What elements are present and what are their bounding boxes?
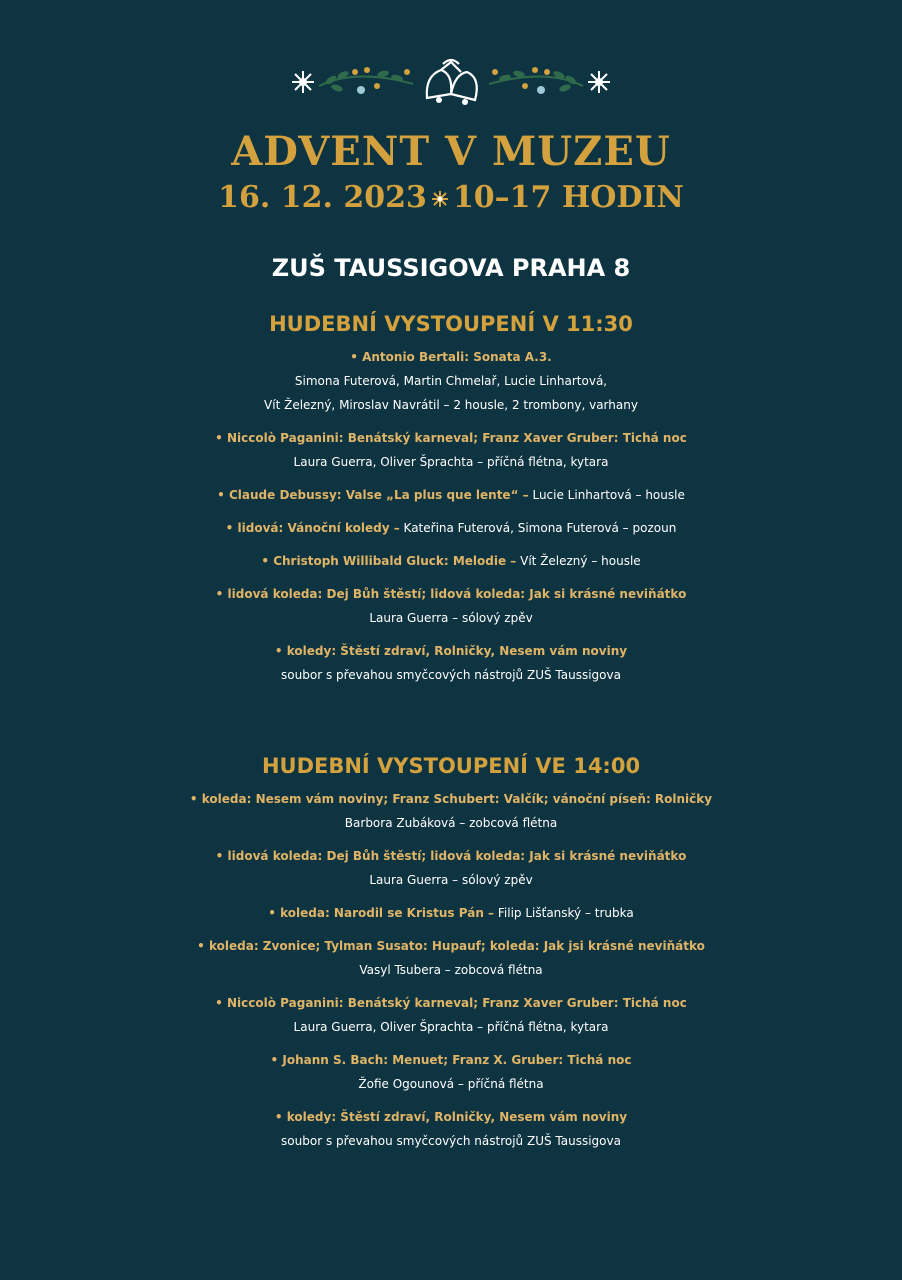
performers-line: soubor s převahou smyčcových nástrojů ZUŠ Taussigova	[281, 1134, 621, 1148]
christmas-bells-ornament-icon	[285, 58, 617, 110]
program-item	[0, 516, 902, 540]
bullet-dot: •	[274, 1110, 287, 1124]
work-title: Antonio Bertali: Sonata A.3.	[362, 350, 552, 364]
program-item	[0, 426, 902, 474]
work-title: koledy: Štěstí zdraví, Rolničky, Nesem vám noviny	[286, 1110, 628, 1124]
performers-line: Vasyl Tsubera – zobcová flétna	[359, 963, 543, 977]
program-item	[0, 787, 902, 835]
bullet-dot: •	[215, 431, 228, 445]
bullet-dot: •	[215, 849, 228, 863]
event-title: ADVENT V MUZEU	[231, 128, 671, 175]
performers: Kateřina Futerová, Simona Futerová – pozoun	[403, 521, 677, 535]
section-heading: HUDEBNÍ VYSTOUPENÍ V 11:30	[269, 312, 633, 336]
program-item	[0, 549, 902, 573]
performers-line: Laura Guerra – sólový zpěv	[369, 873, 533, 887]
program-item	[0, 991, 902, 1039]
program-list	[0, 787, 902, 1153]
work-title: Niccolò Paganini: Benátský karneval; Franz Xaver Gruber: Tichá noc	[227, 996, 687, 1010]
work-title: koleda: Narodil se Kristus Pán –	[280, 906, 495, 920]
program-item	[0, 934, 902, 982]
bullet-dot: •	[217, 488, 229, 502]
work-title: Johann S. Bach: Menuet; Franz X. Gruber: Tichá noc	[282, 1053, 632, 1067]
performers-line: Vít Železný, Miroslav Navrátil – 2 housle, 2 trombony, varhany	[264, 398, 638, 412]
event-date: 16. 12. 2023	[218, 180, 427, 215]
performance-section-1400	[0, 754, 902, 1153]
program-item	[0, 483, 902, 507]
work-title: lidová koleda: Dej Bůh štěstí; lidová koleda: Jak si krásné neviňátko	[227, 849, 687, 863]
bullet-dot: •	[270, 1053, 283, 1067]
program-work-line	[0, 516, 902, 540]
program-work-line	[0, 787, 902, 811]
performers: Vít Železný – housle	[520, 554, 641, 568]
bullet-dot: •	[189, 792, 202, 806]
bullet-dot: •	[215, 996, 228, 1010]
work-title: Niccolò Paganini: Benátský karneval; Franz Xaver Gruber: Tichá noc	[227, 431, 687, 445]
performers-line: Barbora Zubáková – zobcová flétna	[344, 816, 558, 830]
bullet-dot: •	[274, 644, 287, 658]
performers-line: Žofie Ogounová – příčná flétna	[358, 1077, 544, 1091]
program-list	[0, 345, 902, 687]
bullet-dot: •	[261, 554, 274, 568]
program-item	[0, 901, 902, 925]
performers-line: soubor s převahou smyčcových nástrojů ZUŠ Taussigova	[281, 668, 621, 682]
program-item	[0, 844, 902, 892]
program-work-line	[0, 483, 902, 507]
program-item	[0, 639, 902, 687]
performers-line: Laura Guerra, Oliver Šprachta – příčná flétna, kytara	[293, 455, 609, 469]
bullet-dot: •	[350, 350, 363, 364]
work-title: lidová: Vánoční koledy –	[237, 521, 400, 535]
work-title: lidová koleda: Dej Bůh štěstí; lidová koleda: Jak si krásné neviňátko	[227, 587, 687, 601]
program-item	[0, 345, 902, 417]
program-work-line	[0, 345, 902, 369]
program-work-line	[0, 426, 902, 450]
program-work-line	[0, 901, 902, 925]
event-dateline	[0, 180, 902, 215]
work-title: Claude Debussy: Valse „La plus que lente“ –	[228, 488, 529, 502]
work-title: koleda: Zvonice; Tylman Susato: Hupauf; koleda: Jak jsi krásné neviňátko	[208, 939, 705, 953]
program-work-line	[0, 582, 902, 606]
work-title: koleda: Nesem vám noviny; Franz Schubert: Valčík; vánoční píseň: Rolničky	[201, 792, 713, 806]
program-work-line	[0, 1048, 902, 1072]
performers: Lucie Linhartová – housle	[532, 488, 685, 502]
performers-line: Laura Guerra, Oliver Šprachta – příčná flétna, kytara	[293, 1020, 609, 1034]
bullet-dot: •	[268, 906, 281, 920]
performance-section-1130	[0, 312, 902, 687]
program-item	[0, 1048, 902, 1096]
work-title: koledy: Štěstí zdraví, Rolničky, Nesem vám noviny	[286, 644, 628, 658]
snowflake-icon	[427, 180, 453, 215]
performers: Filip Lišťanský – trubka	[497, 906, 634, 920]
program-item	[0, 1105, 902, 1153]
program-work-line	[0, 639, 902, 663]
program-work-line	[0, 934, 902, 958]
program-work-line	[0, 991, 902, 1015]
bullet-dot: •	[225, 521, 238, 535]
bullet-dot: •	[215, 587, 228, 601]
bullet-dot: •	[197, 939, 209, 953]
event-time: 10–17 HODIN	[452, 180, 684, 215]
work-title: Christoph Willibald Gluck: Melodie –	[273, 554, 517, 568]
school-name: ZUŠ TAUSSIGOVA PRAHA 8	[271, 254, 631, 282]
program-work-line	[0, 844, 902, 868]
performers-line: Laura Guerra – sólový zpěv	[369, 611, 533, 625]
program-item	[0, 582, 902, 630]
section-heading: HUDEBNÍ VYSTOUPENÍ VE 14:00	[261, 754, 641, 778]
program-work-line	[0, 1105, 902, 1129]
performers-line: Simona Futerová, Martin Chmelař, Lucie Linhartová,	[294, 374, 608, 388]
program-work-line	[0, 549, 902, 573]
